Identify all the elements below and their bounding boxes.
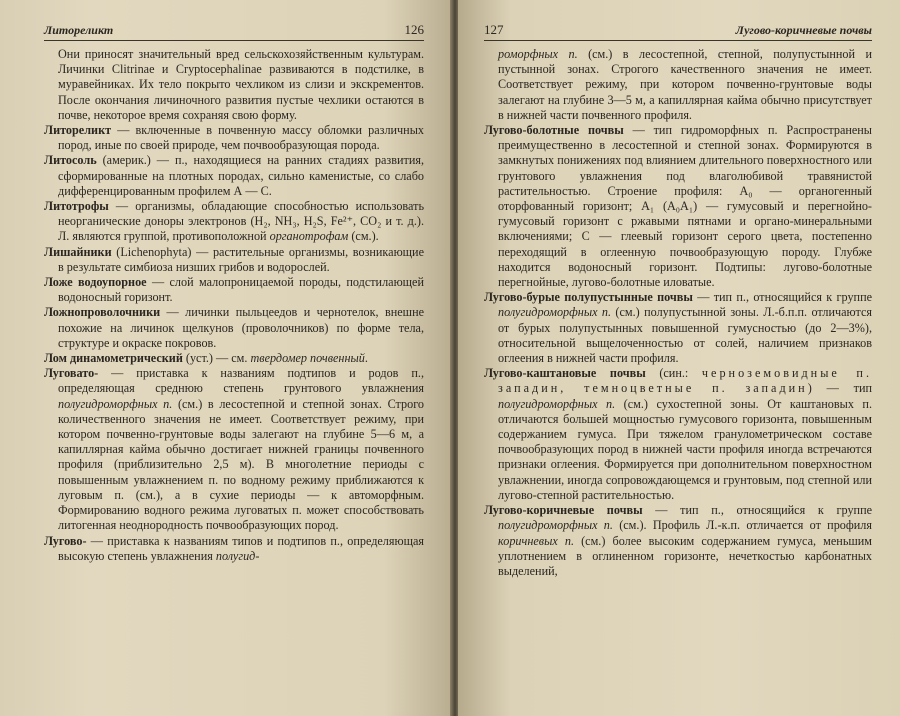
right-page-header: [484, 22, 872, 41]
entry-lom-dinamometricheskiy: Лом динамометрический (уст.) — см. твердомер почвенный.: [44, 351, 368, 366]
page-number-left: 126: [404, 22, 424, 37]
entry-litotrofy: Литотрофы — организмы, обладающие способностью использовать неорганические доноры электронов (H₂, NH₃, H₂S, Fe²⁺, CO₂ и т. д.). Л. являются группой, противоположной органотрофам (см.).: [44, 199, 424, 244]
page-number-right: 127: [484, 22, 504, 37]
entry-litosol: Литосоль (америк.) — п., находящиеся на ранних стадиях развития, сформированные на плотных породах, сильно каменистые, со слабо дифференцированным профилем А — С.: [44, 153, 424, 198]
entry-lugovo: Лугово- — приставка к названиям типов и подтипов п., определяющая высокую степень увлажнения полугид-: [44, 533, 424, 563]
entry-lugovo-kashtanovye: Лугово-каштановые почвы (син.: черноземовидные п. западин, темноцветные п. западин) — тип полугидроморфных п. (см.) сухостепной зоны. От каштановых п. отличаются большей мощностью гумусового горизонта, повышенным содержанием гумуса. При тяжелом гранулометрическом составе почвообразующих пород в нижней части профиля иногда встречаются признаки оглеения. Формируется при дополнительном поверхностном увлажнении, иногда сопровождающемся и грунтовым, под степной или лугово-степной растительностью.: [484, 366, 872, 502]
entry-lozhnoprovolochniki: Ложнопроволочники — личинки пыльцеедов и чернотелок, внешне похожие на личинок щелкунов (проволочников) по форме тела, структуре и окраске покровов.: [44, 305, 424, 350]
entry-lugovo-bolotnye: Лугово-болотные почвы — тип гидроморфных п. Распространены преимущественно в лесостепной и степной зонах. Формируются в замкнутых понижениях под влиянием длительного поверхностного или грунтового увлажнения под влаголюбивой травянистой растительностью. Строение профиля: A₀ — органогенный оторфованный горизонт; A₁ (A₀A₁) — гумусовый и перегнойно-гумусовый горизонт с ржавыми пятнами и органо-минеральными включениями; С — глеевый горизонт серого цвета, постепенно переходящий в оглеенную почвообразующую породу. Глубже находится водоносный горизонт. Подтипы: лугово-болотные перегнойные, лугово-болотные иловатые.: [484, 123, 872, 290]
entry-litorelikt: Литореликт — включенные в почвенную массу обломки различных пород, иные по своей природе, чем почвообразующая порода.: [44, 123, 424, 153]
right-page: [458, 0, 900, 716]
entry-lozhe-vodoupornoe: Ложе водоупорное — слой малопроницаемой породы, подстилающей водоносный горизонт.: [44, 275, 424, 305]
running-head-right: Лугово-коричневые почвы: [735, 23, 872, 37]
left-page-header: [44, 22, 424, 41]
entry-lugovo-burye: Лугово-бурые полупустынные почвы — тип п., относящийся к группе полугидроморфных п. (см.) полупустынной зоны. Л.-б.п.п. отличаются от бурых полупустынных повышенной гумусностью (до 2—3%), относительной выщелоченностью от солей, наличием признаков оглеения в нижней части профиля.: [484, 290, 873, 366]
running-head-left: Литореликт: [44, 23, 114, 37]
entry-lugovo-korichnevye: Лугово-коричневые почвы — тип п., относящийся к группе полугидроморфных п. (см.). Профиль Л.-к.п. отличается от профиля коричневых п. (см.) более высоким содержанием гумуса, меньшим уплотнением в оглиненном горизонте, нечеткостью карбонатных выделений,: [484, 503, 872, 578]
entry-lugovato: Луговато- — приставка к названиям подтипов и родов п., определяющая среднюю степень грунтового увлажнения полугидроморфных п. (см.) в лесостепной и степной зонах. Строго количественного значения не имеет. Соответствует режиму, при котором почвенно-грунтовые воды залегают на глубине 5—6 м, а капиллярная кайма обычно достигает нижней границы почвенного профиля (приблизительно 2,5 м). В многолетние периоды с повышенным увлажнением п. по водному режиму приближаются к луговым п. (см.), а в сухие периоды — к автоморфным. Формированию водного режима луговатых п. может способствовать литогенная неоднородность почвообразующих пород.: [44, 366, 424, 533]
continuation-text-right: роморфных п. (см.) в лесостепной, степной, полупустынной и пустынной зонах. Строгого качественного значения не имеет. Соответствует режиму, при котором почвенно-грунтовые воды залегают на глубине 3—5 м, а капиллярная кайма обычно присутствует в нижней части почвенного профиля.: [498, 47, 872, 122]
continuation-text-left: Они приносят значительный вред сельскохозяйственным культурам. Личинки Clitrinae и Cryptocephalinae развиваются в подстилке, в муравейниках. Их тело покрыто чехликом из слизи и экскрементов. После окончания личиночного развития пустые чехлики остаются в почве, некоторое время сохраняя свою форму.: [58, 47, 424, 122]
entry-lishayniki: Лишайники (Lichenophyta) — растительные организмы, возникающие в результате симбиоза низших грибов и водорослей.: [44, 244, 424, 274]
